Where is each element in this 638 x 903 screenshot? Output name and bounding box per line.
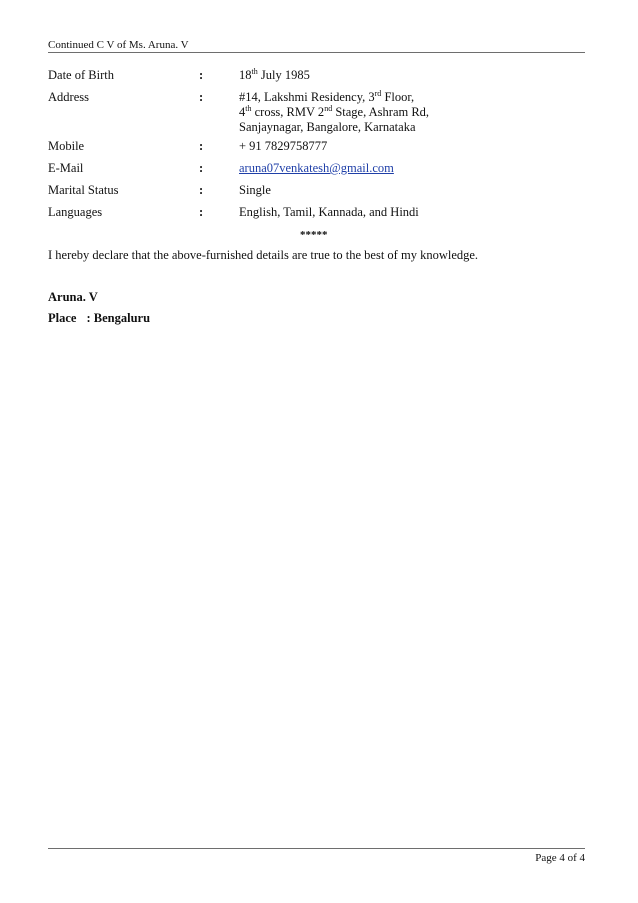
address-label: Address <box>48 90 89 104</box>
place-line <box>48 311 150 326</box>
footer-divider <box>48 848 585 849</box>
place-value: : Bengaluru <box>86 311 151 325</box>
mobile-colon: : <box>199 139 204 153</box>
page-number: Page 4 of 4 <box>535 852 585 864</box>
signature-name: Aruna. V <box>48 290 98 304</box>
address-colon: : <box>199 90 204 104</box>
languages-value: English, Tamil, Kannada, and Hindi <box>239 205 419 219</box>
email-label: E-Mail <box>48 161 84 175</box>
marital-status-label: Marital Status <box>48 183 119 197</box>
dob-colon: : <box>199 68 204 82</box>
dob-label: Date of Birth <box>48 68 114 82</box>
email-link[interactable]: aruna07venkatesh@gmail.com <box>239 161 394 175</box>
running-header: Continued C V of Ms. Aruna. V <box>48 39 189 51</box>
marital-status-colon: : <box>199 183 204 197</box>
header-divider <box>48 52 585 53</box>
marital-status-value: Single <box>239 183 271 197</box>
languages-label: Languages <box>48 205 103 219</box>
address-line-1: #14, Lakshmi Residency, 3rd Floor, <box>239 89 415 104</box>
email-colon: : <box>199 161 204 175</box>
address-value <box>239 90 429 135</box>
mobile-label: Mobile <box>48 139 85 153</box>
section-separator: ***** <box>300 229 328 241</box>
mobile-value: + 91 7829758777 <box>239 139 328 153</box>
address-line-3: Sanjaynagar, Bangalore, Karnataka <box>239 120 416 134</box>
place-label: Place <box>48 311 77 325</box>
dob-value: 18th July 1985 <box>239 67 310 82</box>
languages-colon: : <box>199 205 204 219</box>
address-line-2: 4th cross, RMV 2nd Stage, Ashram Rd, <box>239 104 430 119</box>
declaration-text: I hereby declare that the above-furnished details are true to the best of my knowledge. <box>48 248 479 262</box>
